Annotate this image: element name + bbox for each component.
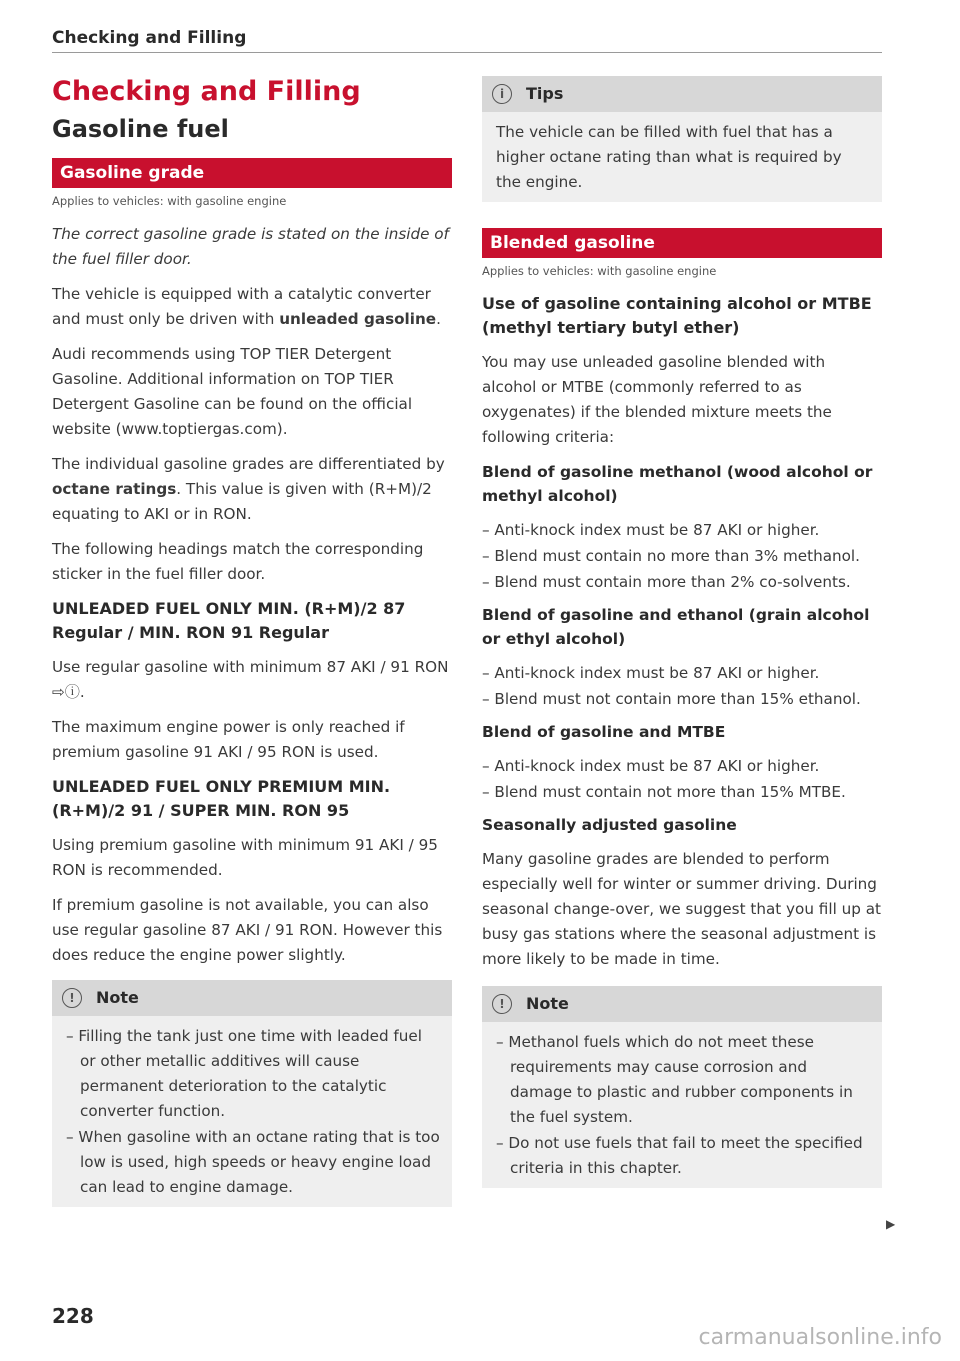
text-run: .	[436, 310, 441, 328]
running-header: Checking and Filling	[52, 28, 247, 48]
paragraph: Audi recommends using TOP TIER Detergent Gasoline. Additional information on TOP TIER Detergent Gasoline can be found on the official website (www.toptiergas.com).	[52, 345, 413, 438]
list-item: – Blend must contain more than 2% co-solvents.	[482, 573, 851, 591]
section-title: Gasoline fuel	[52, 115, 229, 143]
list-item: – Do not use fuels that fail to meet the specified criteria in this chapter.	[496, 1134, 863, 1177]
heading-premium-fuel: UNLEADED FUEL ONLY PREMIUM MIN. (R+M)/2 91 / SUPER MIN. RON 95	[52, 777, 391, 820]
applies-note: Applies to vehicles: with gasoline engine	[482, 264, 717, 278]
exclamation-icon: !	[492, 994, 512, 1014]
heading-mtbe: Blend of gasoline and MTBE	[482, 723, 726, 741]
paragraph: Using premium gasoline with minimum 91 AKI / 95 RON is recommended.	[52, 836, 438, 879]
continue-arrow-icon: ▶	[886, 1217, 896, 1231]
text-run: . This value is given with (R+M)/2 equating to AKI or in RON.	[52, 480, 432, 523]
bold-term: octane ratings	[52, 480, 177, 498]
heading-regular-fuel: UNLEADED FUEL ONLY MIN. (R+M)/2 87 Regular / MIN. RON 91 Regular	[52, 599, 406, 642]
tips-header	[482, 76, 882, 112]
paragraph	[52, 282, 452, 332]
note-title: Note	[526, 994, 569, 1013]
list-item: – Blend must not contain more than 15% ethanol.	[482, 690, 861, 708]
tips-title: Tips	[526, 84, 564, 103]
note-body	[52, 1016, 452, 1207]
list-item: – Blend must contain no more than 3% methanol.	[482, 547, 860, 565]
tips-box	[482, 76, 882, 202]
heading-alcohol-mtbe: Use of gasoline containing alcohol or MTBE (methyl tertiary butyl ether)	[482, 294, 872, 337]
text-run: The vehicle is equipped with a catalytic converter and must only be driven with	[52, 285, 431, 328]
list-item: – When gasoline with an octane rating that is too low is used, high speeds or heavy engine load can lead to engine damage.	[66, 1128, 440, 1196]
paragraph: The maximum engine power is only reached if premium gasoline 91 AKI / 95 RON is used.	[52, 718, 405, 761]
watermark: carmanualsonline.info	[698, 1325, 942, 1350]
list-item: – Anti-knock index must be 87 AKI or higher.	[482, 757, 820, 775]
section-bar-gasoline-grade: Gasoline grade	[52, 158, 452, 188]
paragraph: The following headings match the corresponding sticker in the fuel filler door.	[52, 540, 424, 583]
paragraph: If premium gasoline is not available, you can also use regular gasoline 87 AKI / 91 RON. However this does reduce the engine power slightly.	[52, 896, 443, 964]
info-icon: i	[492, 84, 512, 104]
chapter-title: Checking and Filling	[52, 76, 361, 107]
header-divider	[52, 52, 882, 53]
list-item: – Anti-knock index must be 87 AKI or higher.	[482, 664, 820, 682]
left-column	[52, 74, 452, 1207]
list-item: – Filling the tank just one time with leaded fuel or other metallic additives will cause permanent deterioration to the catalytic converter function.	[66, 1027, 422, 1120]
list-item: – Blend must contain not more than 15% MTBE.	[482, 783, 846, 801]
text-run: The individual gasoline grades are differentiated by	[52, 455, 445, 473]
paragraph: Use regular gasoline with minimum 87 AKI / 91 RON ⇨ⓘ.	[52, 658, 449, 701]
list-item: – Methanol fuels which do not meet these requirements may cause corrosion and damage to plastic and rubber components in the fuel system.	[496, 1033, 853, 1126]
tips-body	[482, 112, 882, 202]
intro-paragraph: The correct gasoline grade is stated on the inside of the fuel filler door.	[52, 225, 449, 268]
list-item: – Anti-knock index must be 87 AKI or higher.	[482, 521, 820, 539]
applies-note: Applies to vehicles: with gasoline engine	[52, 194, 287, 208]
note-body	[482, 1022, 882, 1188]
bold-term: unleaded gasoline	[279, 310, 437, 328]
right-column	[482, 76, 882, 1188]
section-bar-blended-gasoline: Blended gasoline	[482, 228, 882, 258]
paragraph: You may use unleaded gasoline blended with alcohol or MTBE (commonly referred to as oxygenates) if the blended mixture meets the following criteria:	[482, 353, 832, 446]
note-header	[52, 980, 452, 1016]
heading-ethanol: Blend of gasoline and ethanol (grain alcohol or ethyl alcohol)	[482, 606, 870, 648]
note-box	[52, 980, 452, 1207]
tips-text: The vehicle can be filled with fuel that has a higher octane rating than what is required by the engine.	[496, 123, 842, 191]
heading-seasonal: Seasonally adjusted gasoline	[482, 816, 737, 834]
paragraph: Many gasoline grades are blended to perform especially well for winter or summer driving. During seasonal change-over, we suggest that you fill up at busy gas stations where the seasonal adjustment is more likely to be made in time.	[482, 850, 881, 968]
note-box	[482, 986, 882, 1188]
heading-methanol: Blend of gasoline methanol (wood alcohol or methyl alcohol)	[482, 463, 873, 505]
page-number: 228	[52, 1304, 94, 1328]
paragraph	[52, 452, 452, 527]
note-header	[482, 986, 882, 1022]
exclamation-icon: !	[62, 988, 82, 1008]
note-title: Note	[96, 988, 139, 1007]
